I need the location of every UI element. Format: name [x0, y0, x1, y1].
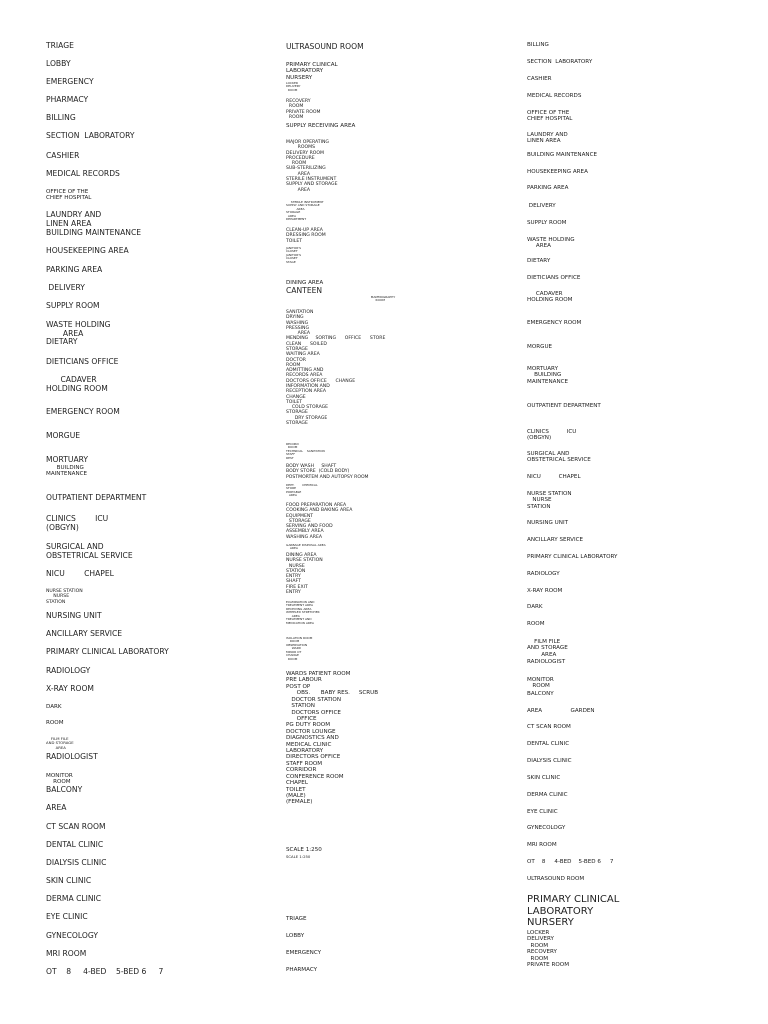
- room-label: JANITOR'S CLOSET JANITOR'S CLOSET STAGE: [286, 246, 302, 264]
- room-label: BILLING: [527, 42, 549, 48]
- room-label: FILM FILE AND STORAGE AREA: [527, 639, 568, 658]
- room-label: CANTEEN: [286, 286, 323, 295]
- room-label: WASTE HOLDING AREA: [527, 237, 575, 250]
- room-label: MONITOR ROOM: [527, 677, 554, 690]
- room-label: CLINICS ICU (OBGYN): [527, 429, 577, 442]
- room-label: BUILDING MAINTENANCE: [527, 152, 598, 158]
- room-label: PRIMARY CLINICAL LABORATORY: [46, 647, 169, 656]
- room-label: OUTPATIENT DEPARTMENT: [527, 403, 601, 409]
- room-label: DIALYSIS CLINIC: [527, 758, 572, 764]
- room-label: CADAVER HOLDING ROOM: [527, 291, 573, 304]
- room-label: ANCILLARY SERVICE: [46, 629, 123, 638]
- room-label: EYE CLINIC: [46, 912, 88, 921]
- room-label: MORTUARY BUILDING MAINTENANCE: [527, 366, 569, 385]
- room-label: OT 8 4-BED 5-BED 6 7: [527, 859, 614, 865]
- room-label: OFFICE OF THE CHIEF HOSPITAL: [527, 110, 573, 123]
- room-label: MORTUARY: [46, 455, 89, 464]
- room-label: WARDS PATIENT ROOM PRE LABOUR POST OP OBS. BABY RES. SCRUB DOCTOR STATION STATION DOCTORS OFFICE OFFICE PG DUTY ROOM DOCTOR LOUNGE DIAGNOSTICS AND MEDICAL CLINIC LABORATORY DIRECTORS OFFICE STAFF ROOM CORRIDOR CONFERENCE ROOM CHAPEL TOILET (MALE) (FEMALE): [286, 671, 379, 806]
- room-label: BILLING: [46, 113, 76, 122]
- room-label: DELIVERY: [46, 283, 85, 292]
- room-label: RADIOLOGY: [46, 666, 91, 675]
- room-label: MONITOR ROOM: [46, 773, 73, 786]
- room-label: EMERGENCY: [46, 77, 94, 86]
- room-label: DIETARY: [46, 337, 78, 346]
- room-label: ANCILLARY SERVICE: [527, 537, 584, 543]
- room-label: SKIN CLINIC: [46, 876, 92, 885]
- room-label: DELIVERY: [527, 203, 556, 209]
- room-label: MORGUE: [46, 431, 81, 440]
- room-label: RADIOLOGIST: [527, 659, 566, 665]
- room-label: ROOM: [527, 621, 545, 627]
- room-label: MAJOR OPERATING ROOMS DELIVERY ROOM PROCEDURE ROOM SUB-STERILIZING AREA STERILE INSTRUMENT SUPPLY AND STORAGE AREA: [286, 140, 338, 193]
- room-label: MRI ROOM: [527, 842, 557, 848]
- room-label: CLINICS ICU (OBGYN): [46, 514, 109, 532]
- room-label: SUPPLY ROOM: [527, 220, 567, 226]
- room-label: SKIN CLINIC: [527, 775, 561, 781]
- room-label: SCALE 1:250: [286, 847, 322, 853]
- room-label: BODY WASH SHAFT BODY STORE (COLD BODY) POSTMORTEM AND AUTOPSY ROOM: [286, 464, 369, 480]
- room-label: EMERGENCY ROOM: [46, 407, 120, 416]
- room-label: MRI ROOM: [46, 949, 87, 958]
- room-label: NURSE STATION NURSE STATION: [46, 589, 83, 605]
- room-label: ULTRASOUND ROOM: [527, 876, 585, 882]
- room-label: GARBAGE DISPOSAL AREA AREA: [286, 543, 326, 551]
- room-label: SANITATION DRYING WASHING PRESSING AREA MENDING SORTING OFFICE STORE CLEAN SOILED STORAGE WAITING AREA DOCTOR ROOM ADMITTING AND RECORDS AREA DOCTORS OFFICE CHANGE INFORMATION AND RECEPTION AREA CHANGE TOILET COLD STORAGE STORAGE DRY STORAGE STORAGE: [286, 310, 386, 426]
- room-label: NICU CHAPEL: [46, 569, 114, 578]
- room-label: DERMA CLINIC: [46, 894, 102, 903]
- room-label: ROOM: [46, 720, 64, 726]
- room-label: DIALYSIS CLINIC: [46, 858, 107, 867]
- room-label: X-RAY ROOM: [46, 684, 94, 693]
- room-label: LOBBY: [286, 933, 305, 939]
- room-label: DARK: [527, 604, 543, 610]
- room-label: LOCKER DELIVERY ROOM: [286, 81, 301, 92]
- room-label: DENTAL CLINIC: [527, 741, 570, 747]
- room-label: ISOLATION ROOM ROOM OBSERVATION WARD MINOR OT CHANGE ROOM: [286, 636, 313, 661]
- room-label: RADIOLOGIST: [46, 752, 98, 761]
- room-label: DERMA CLINIC: [527, 792, 568, 798]
- room-label: GYNECOLOGY: [46, 931, 98, 940]
- room-label: MEDICAL RECORDS: [46, 169, 120, 178]
- room-label: PRIMARY CLINICAL LABORATORY: [527, 554, 618, 560]
- room-label: MORGUE: [527, 344, 553, 350]
- room-label: TRIAGE: [46, 41, 74, 50]
- room-label: OFFICE OF THE CHIEF HOSPITAL: [46, 189, 92, 202]
- room-label: SCALE 1:250: [286, 854, 311, 859]
- room-label: PRIMARY CLINICAL LABORATORY NURSERY: [527, 894, 620, 928]
- room-label: EYE CLINIC: [527, 809, 558, 815]
- room-label: AREA: [46, 803, 67, 812]
- room-label: PHARMACY: [286, 967, 318, 973]
- room-label: CT SCAN ROOM: [46, 822, 106, 831]
- room-label: CT SCAN ROOM: [527, 724, 571, 730]
- room-label: SECTION LABORATORY: [46, 131, 135, 140]
- room-label: CLEAN-UP AREA DRESSING ROOM TOILET: [286, 228, 326, 244]
- room-label: CASHIER: [46, 151, 80, 160]
- room-label: SUPPLY ROOM: [46, 301, 100, 310]
- room-label: HOUSEKEEPING AREA: [527, 169, 588, 175]
- room-label: HOUSEKEEPING AREA: [46, 246, 129, 255]
- room-label: EMERGENCY ROOM: [527, 320, 582, 326]
- room-label: BUILDING MAINTENANCE: [46, 465, 88, 478]
- room-label: LAUNDRY AND LINEN AREA: [46, 210, 102, 228]
- room-label: BALCONY: [527, 691, 554, 697]
- room-label: WASTE HOLDING AREA: [46, 320, 111, 338]
- room-label: CASHIER: [527, 76, 552, 82]
- room-label: AREA GARDEN: [527, 708, 595, 714]
- room-label: MEDICAL RECORDS: [527, 93, 582, 99]
- room-label: PARKING AREA: [527, 185, 569, 191]
- room-label: RADIOLOGY: [527, 571, 560, 577]
- room-label: DEPT. CHEMICAL STORE PORTABLE AREA: [286, 483, 318, 498]
- room-label: SURGICAL AND OBSTETRICAL SERVICE: [46, 542, 133, 560]
- room-label: FILM FILE AND STORAGE AREA: [46, 736, 74, 750]
- room-label: LOCKER DELIVERY ROOM RECOVERY ROOM PRIVATE ROOM: [527, 930, 570, 969]
- room-label: MAMMOGRAPHY ROOM: [370, 295, 396, 303]
- room-label: RECOVERY ROOM PRIVATE ROOM ROOM: [286, 99, 321, 120]
- room-label: DARK: [46, 704, 62, 710]
- room-label: DIETICIANS OFFICE: [46, 357, 119, 366]
- room-label: SUPPLY RECEIVING AREA: [286, 123, 356, 129]
- room-label: EMERGENCY: [286, 950, 322, 956]
- room-label: STERILE INSTRUMENT SUPPLY AND STORAGE AREA STORAGE AREA DEPARTMENT: [286, 200, 324, 222]
- room-label: PHARMACY: [46, 95, 89, 104]
- room-label: NURSE STATION NURSE STATION: [527, 491, 572, 510]
- room-label: OT 8 4-BED 5-BED 6 7: [46, 967, 164, 976]
- room-label: RECORD ROOM TECHNICAL SANITATION STAFF REST: [286, 442, 325, 460]
- room-label: PRIMARY CLINICAL LABORATORY NURSERY: [286, 62, 338, 81]
- room-label: DIETICIANS OFFICE: [527, 275, 581, 281]
- room-label: SURGICAL AND OBSTETRICAL SERVICE: [527, 451, 591, 464]
- room-label: NICU CHAPEL: [527, 474, 581, 480]
- room-label: BALCONY: [46, 785, 83, 794]
- room-label: LOBBY: [46, 59, 71, 68]
- room-label: TRIAGE: [286, 916, 307, 922]
- room-label: GYNECOLOGY: [527, 825, 566, 831]
- room-label: BUILDING MAINTENANCE: [46, 228, 142, 237]
- room-label: NURSING UNIT: [46, 611, 102, 620]
- room-label: DINING AREA: [286, 280, 324, 286]
- room-label: X-RAY ROOM: [527, 588, 563, 594]
- room-label: PARKING AREA: [46, 265, 103, 274]
- room-label: OUTPATIENT DEPARTMENT: [46, 493, 147, 502]
- room-label: LAUNDRY AND LINEN AREA: [527, 132, 568, 145]
- room-label: EXAMINATION AND TREATMENT AREA RECEIVING AREA WHEELED STRETCHER AREA TREATMENT AND MEDICATION AREA: [286, 600, 320, 625]
- room-label: SECTION LABORATORY: [527, 59, 593, 65]
- room-label: CADAVER HOLDING ROOM: [46, 375, 108, 393]
- room-label: DINING AREA NURSE STATION NURSE STATION ENTRY SHAFT FIRE EXIT ENTRY: [286, 553, 323, 595]
- room-label: DIETARY: [527, 258, 551, 264]
- room-label: FOOD PREPARATION AREA COOKING AND BAKING AREA EQUIPMENT STORAGE SERVING AND FOOD ASSEMBLY AREA WASHING AREA: [286, 503, 353, 540]
- room-label: DENTAL CLINIC: [46, 840, 104, 849]
- room-label: NURSING UNIT: [527, 520, 569, 526]
- room-label: ULTRASOUND ROOM: [286, 42, 364, 51]
